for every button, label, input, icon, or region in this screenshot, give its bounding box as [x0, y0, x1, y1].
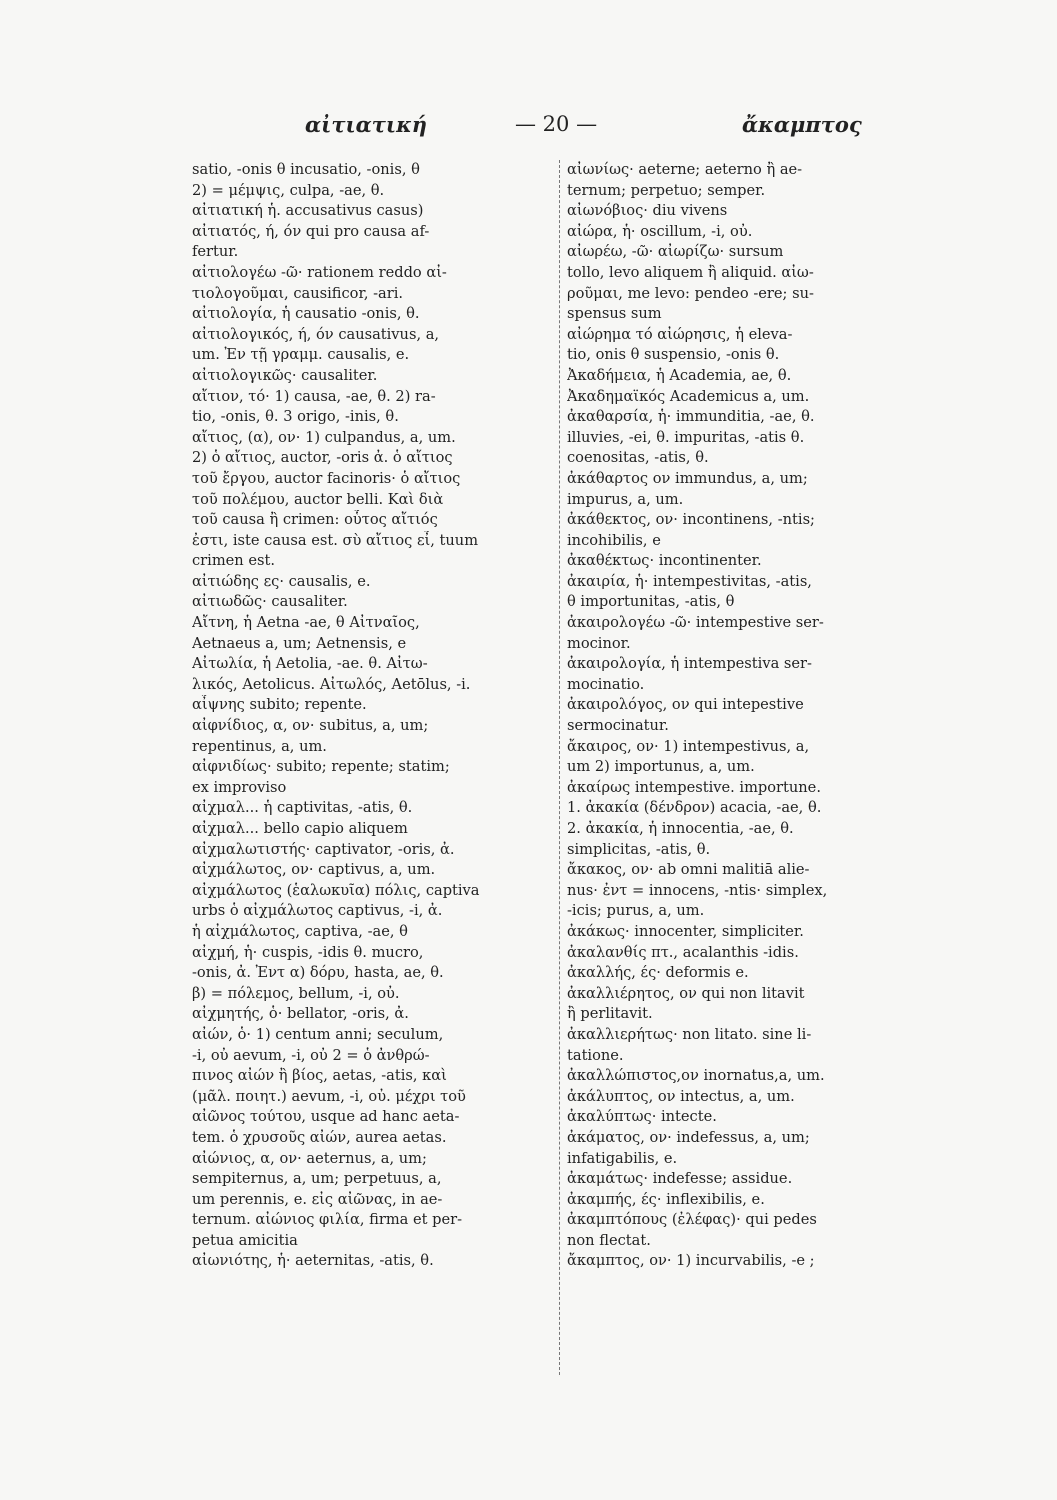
- dictionary-line: simplicitas, -atis, θ.: [567, 840, 711, 858]
- dictionary-line: ἀκαλανθίς πτ., acalanthis -idis.: [567, 943, 799, 961]
- dictionary-line: um perennis, e. εἰς αἰῶνας, in ae-: [192, 1190, 443, 1208]
- dictionary-line: αἰώρα, ἡ· oscillum, -i, οὐ.: [567, 222, 753, 240]
- dictionary-line: πινος αἰών ἢ βίος, aetas, -atis, καὶ: [192, 1067, 447, 1085]
- dictionary-line: αἰωνίως· aeterne; aeterno ἢ ae-: [567, 161, 803, 178]
- dictionary-line: αἴτιον, τό· 1) causa, -ae, θ. 2) ra-: [192, 387, 436, 405]
- dictionary-line: tio, onis θ suspensio, -onis θ.: [567, 346, 780, 364]
- dictionary-line: τοῦ ἔργου, auctor facinoris· ὁ αἴτιος: [192, 469, 461, 487]
- dictionary-line: αἰτιολογία, ἡ causatio -onis, θ.: [192, 305, 420, 323]
- dictionary-line: non flectat.: [567, 1231, 651, 1249]
- dictionary-line: petua amicitia: [192, 1231, 298, 1249]
- dictionary-line: ἀκαλλιέρητος, ον qui non litavit: [567, 984, 805, 1002]
- dictionary-line: αἰχμαλωτιστής· captivator, -oris, ἀ.: [192, 840, 455, 858]
- dictionary-line: ἀκαίρως intempestive. importune.: [567, 778, 821, 796]
- dictionary-line: αἰωνιότης, ἡ· aeternitas, -atis, θ.: [192, 1252, 434, 1270]
- dictionary-line: ἀκαμπής, ές· inflexibilis, e.: [567, 1190, 765, 1208]
- dictionary-line: ἀκαιρολογέω -ῶ· intempestive ser-: [567, 614, 824, 632]
- dictionary-line: ἢ perlitavit.: [567, 1005, 653, 1023]
- dictionary-line: ἀκαμπτόπους (ἐλέφας)· qui pedes: [567, 1211, 817, 1229]
- dictionary-line: αἰφνιδίως· subito; repente; statim;: [192, 758, 450, 776]
- dictionary-line: nus· ἐντ = innocens, -ntis· simplex,: [567, 881, 828, 899]
- column-divider: [559, 160, 561, 1375]
- dictionary-line: satio, -onis θ incusatio, -onis, θ: [192, 161, 420, 178]
- dictionary-line: ἀκαλλής, ές· deformis e.: [567, 964, 749, 982]
- dictionary-line: αἰτιωδῶς· causaliter.: [192, 593, 348, 611]
- dictionary-line: ἀκαθέκτως· incontinenter.: [567, 552, 762, 570]
- dictionary-line: tollo, levo aliquem ἢ aliquid. αἰω-: [567, 263, 814, 281]
- dictionary-line: θ importunitas, -atis, θ: [567, 593, 735, 611]
- dictionary-line: τοῦ causa ἢ crimen: οὗτος αἴτιός: [192, 511, 438, 529]
- dictionary-line: Ἀκαδημαϊκός Academicus a, um.: [567, 387, 810, 405]
- dictionary-line: Aetnaeus a, um; Aetnensis, e: [192, 634, 407, 652]
- dictionary-line: spensus sum: [567, 305, 662, 323]
- dictionary-line: 2) = μέμψις, culpa, -ae, θ.: [192, 181, 385, 199]
- dictionary-line: τοῦ πολέμου, auctor belli. Καὶ διὰ: [192, 490, 444, 508]
- dictionary-line: ἀκάλυπτος, ον intectus, a, um.: [567, 1087, 795, 1105]
- dictionary-line: αἰωνόβιος· diu vivens: [567, 202, 728, 220]
- dictionary-line: αἰτιώδης ες· causalis, e.: [192, 572, 371, 590]
- dictionary-line: αἰχμάλωτος, ον· captivus, a, um.: [192, 861, 436, 879]
- dictionary-line: ἀκαιρολόγος, ον qui intepestive: [567, 696, 804, 714]
- dictionary-line: αἴτιος, (α), ον· 1) culpandus, a, um.: [192, 428, 456, 446]
- dictionary-line: ternum; perpetuo; semper.: [567, 181, 766, 199]
- dictionary-line: coenositas, -atis, θ.: [567, 449, 709, 467]
- page-number: — 20 —: [515, 112, 598, 136]
- dictionary-line: αἰωρέω, -ῶ· αἰωρίζω· sursum: [567, 243, 784, 261]
- dictionary-line: αἰών, ὁ· 1) centum anni; seculum,: [192, 1025, 444, 1043]
- dictionary-line: mocinatio.: [567, 675, 645, 693]
- dictionary-line: ροῦμαι, me levo: pendeo -ere; su-: [567, 284, 814, 302]
- dictionary-line: αἰχμάλωτος (ἑαλωκυῖα) πόλις, captiva: [192, 881, 480, 899]
- dictionary-line: αἰώνιος, α, ον· aeternus, a, um;: [192, 1149, 427, 1167]
- dictionary-line: tio, -onis, θ. 3 origo, -inis, θ.: [192, 408, 399, 426]
- dictionary-line: incohibilis, e: [567, 531, 661, 549]
- dictionary-line: -i, οὐ aevum, -i, οὐ 2 = ὁ ἀνθρώ-: [192, 1046, 430, 1064]
- dictionary-line: (μᾶλ. ποιητ.) aevum, -i, οὐ. μέχρι τοῦ: [192, 1087, 466, 1105]
- dictionary-line: αἰτιολογικῶς· causaliter.: [192, 366, 378, 384]
- dictionary-line: αἰτιατική ἡ. accusativus casus): [192, 202, 424, 220]
- dictionary-line: ἡ αἰχμάλωτος, captiva, -ae, θ: [192, 922, 408, 940]
- dictionary-line: fertur.: [192, 243, 239, 261]
- left-column: [192, 160, 572, 1272]
- dictionary-line: αἰτιολογέω -ῶ· rationem reddo αἰ-: [192, 263, 447, 281]
- dictionary-line: ἀκαλύπτως· intecte.: [567, 1108, 717, 1126]
- dictionary-line: ἀκαιρολογία, ἡ intempestiva ser-: [567, 655, 812, 673]
- header-left-word: αἰτιατική: [305, 112, 428, 137]
- dictionary-line: urbs ὁ αἰχμάλωτος captivus, -i, ἀ.: [192, 902, 443, 920]
- dictionary-line: ἀκάματος, ον· indefessus, a, um;: [567, 1128, 810, 1146]
- page-header: [0, 112, 1057, 152]
- dictionary-line: αἶψνης subito; repente.: [192, 696, 367, 714]
- dictionary-line: αἰχμαλ... bello capio aliquem: [192, 820, 408, 837]
- dictionary-line: ἀκάκως· innocenter, simpliciter.: [567, 922, 804, 940]
- dictionary-line: tatione.: [567, 1046, 624, 1064]
- dictionary-line: um. Ἐν τῇ γραμμ. causalis, e.: [192, 346, 410, 364]
- dictionary-line: αἰώρημα τό αἰώρησις, ἡ eleva-: [567, 325, 793, 343]
- dictionary-line: ἀκαθαρσία, ἡ· immunditia, -ae, θ.: [567, 408, 815, 426]
- dictionary-line: sermocinatur.: [567, 717, 669, 735]
- dictionary-line: 2. ἀκακία, ἡ innocentia, -ae, θ.: [567, 820, 794, 837]
- dictionary-line: αἰφνίδιος, α, ον· subitus, a, um;: [192, 717, 429, 735]
- dictionary-line: β) = πόλεμος, bellum, -i, οὐ.: [192, 984, 400, 1002]
- dictionary-line: τιολογοῦμαι, causificor, -ari.: [192, 284, 404, 302]
- dictionary-line: αἰχμαλ... ἡ captivitas, -atis, θ.: [192, 799, 413, 817]
- dictionary-line: um 2) importunus, a, um.: [567, 758, 755, 776]
- dictionary-line: Αἰτωλία, ἡ Aetolia, -ae. θ. Αἰτω-: [192, 655, 428, 673]
- dictionary-line: impurus, a, um.: [567, 490, 684, 508]
- dictionary-line: ἀκαμάτως· indefesse; assidue.: [567, 1170, 793, 1188]
- header-right-word: ἄκαμπτος: [742, 112, 862, 137]
- dictionary-line: ἄκαμπτος, ον· 1) incurvabilis, -e ;: [567, 1252, 815, 1270]
- dictionary-line: mocinor.: [567, 634, 631, 652]
- dictionary-line: αἰῶνος τούτου, usque ad hanc aeta-: [192, 1108, 460, 1126]
- dictionary-line: tem. ὁ χρυσοῦς αἰών, aurea aetas.: [192, 1128, 447, 1146]
- dictionary-line: crimen est.: [192, 552, 275, 570]
- dictionary-line: ex improviso: [192, 778, 287, 796]
- dictionary-line: -icis; purus, a, um.: [567, 902, 705, 920]
- dictionary-line: λικός, Aetolicus. Αἰτωλός, Aetōlus, -i.: [192, 675, 471, 693]
- dictionary-line: repentinus, a, um.: [192, 737, 327, 755]
- dictionary-line: ἄκακος, ον· ab omni malitiā alie-: [567, 861, 810, 879]
- dictionary-line: αἰχμητής, ὁ· bellator, -oris, ἀ.: [192, 1005, 409, 1023]
- dictionary-line: Αἴτνη, ἡ Aetna -ae, θ Αἰτναῖος,: [192, 614, 420, 632]
- dictionary-line: ἀκάθεκτος, ον· incontinens, -ntis;: [567, 511, 815, 529]
- dictionary-line: ἐστι, iste causa est. σὺ αἴτιος εἶ, tuum: [192, 531, 479, 549]
- dictionary-line: infatigabilis, e.: [567, 1149, 678, 1167]
- dictionary-line: ἀκαιρία, ἡ· intempestivitas, -atis,: [567, 572, 812, 590]
- dictionary-line: αἰτιατός, ή, όν qui pro causa af-: [192, 222, 430, 240]
- right-column: [567, 160, 947, 1272]
- dictionary-line: ἀκάθαρτος ον immundus, a, um;: [567, 469, 808, 487]
- dictionary-line: illuvies, -ei, θ. impuritas, -atis θ.: [567, 428, 805, 446]
- dictionary-line: ἀκαλλιερήτως· non litato. sine li-: [567, 1025, 812, 1043]
- dictionary-line: -onis, ἀ. Ἐντ α) δόρυ, hasta, ae, θ.: [192, 964, 444, 982]
- dictionary-line: 2) ὁ αἴτιος, auctor, -oris ἀ. ὁ αἴτιος: [192, 449, 453, 467]
- dictionary-line: ternum. αἰώνιος φιλία, firma et per-: [192, 1211, 463, 1229]
- dictionary-line: αἰχμή, ἡ· cuspis, -idis θ. mucro,: [192, 943, 424, 961]
- dictionary-line: Ἀκαδήμεια, ἡ Academia, ae, θ.: [567, 366, 792, 384]
- dictionary-line: ἄκαιρος, ον· 1) intempestivus, a,: [567, 737, 810, 755]
- dictionary-line: 1. ἀκακία (δένδρον) acacia, -ae, θ.: [567, 799, 822, 817]
- dictionary-line: αἰτιολογικός, ή, όν causativus, a,: [192, 325, 440, 343]
- dictionary-line: sempiternus, a, um; perpetuus, a,: [192, 1170, 442, 1188]
- dictionary-line: ἀκαλλώπιστος,ον inornatus,a, um.: [567, 1067, 825, 1085]
